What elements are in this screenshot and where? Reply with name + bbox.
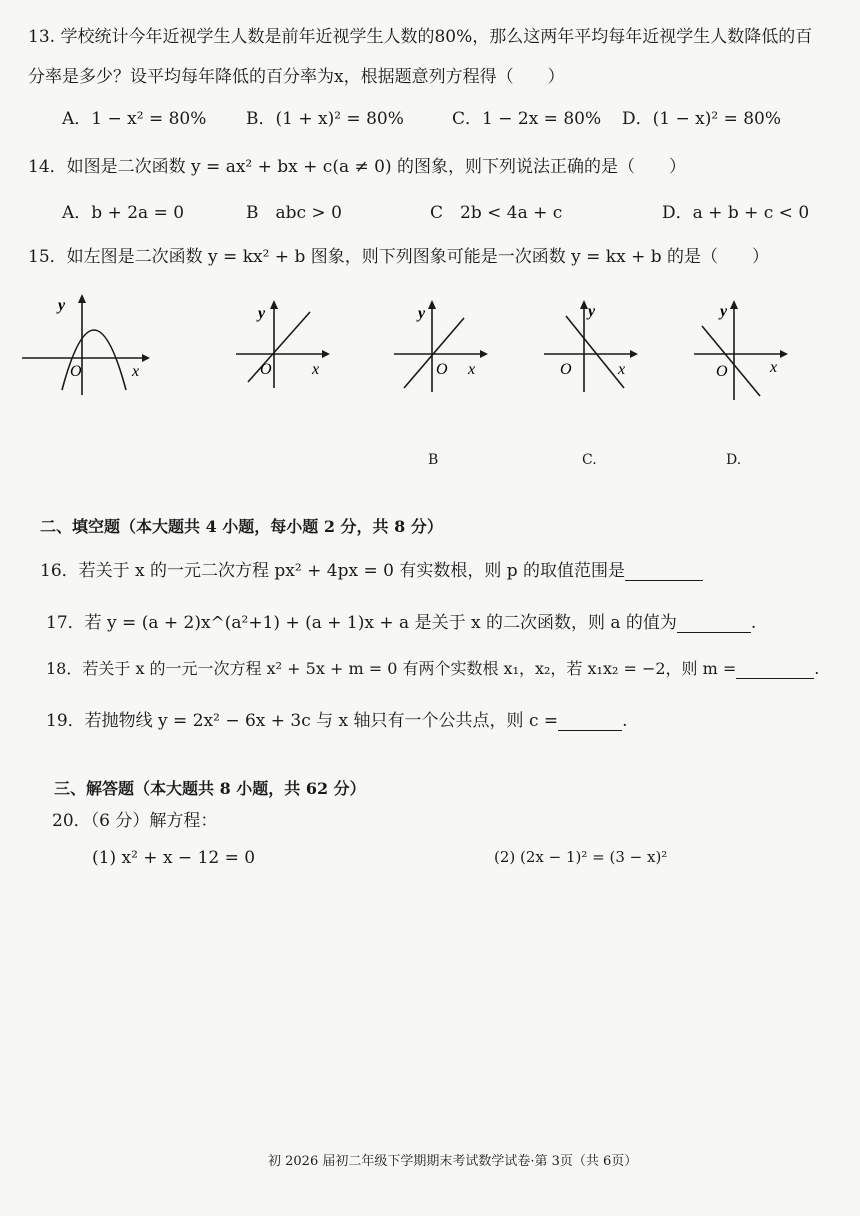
q19-answer-blank[interactable] (558, 730, 622, 731)
svg-text:O: O (716, 363, 728, 380)
q16-text: 16．若关于 x 的一元二次方程 px² + 4px = 0 有实数根，则 p 的取值范围是 (40, 561, 626, 581)
q13-line2: 分率是多少？设平均每年降低的百分率为x，根据题意列方程得（ ） (28, 67, 565, 87)
q16 (40, 556, 703, 581)
q14-option-d: D．a + b + c < 0 (662, 203, 810, 223)
figure-label-c: C. (582, 452, 597, 468)
q19: 19．若抛物线 y = 2x² − 6x + 3c 与 x 轴只有一个公共点，则 c = . (46, 711, 628, 731)
q16-answer-blank[interactable] (625, 580, 703, 581)
section2-title: 二、填空题（本大题共 4 小题，每小题 2 分，共 8 分） (40, 517, 443, 536)
figure-option-d (690, 296, 800, 406)
figure-option-c (538, 296, 648, 396)
q19-text: 19．若抛物线 y = 2x² − 6x + 3c 与 x 轴只有一个公共点，则 c = (46, 711, 559, 731)
q17: 17．若 y = (a + 2)x^(a²+1) + (a + 1)x + a 是关于 x 的二次函数，则 a 的值为 . (46, 613, 757, 633)
axis-y-label: y (58, 297, 66, 314)
q14-stem: 14．如图是二次函数 y = ax² + bx + c(a ≠ 0) 的图象，则下列说法正确的是（ ） (28, 157, 686, 177)
q20-part1: (1) x² + x − 12 = 0 (92, 848, 256, 868)
q18: 18．若关于 x 的一元一次方程 x² + 5x + m = 0 有两个实数根 x₁，x₂，若 x₁x₂ = −2，则 m = . (46, 659, 820, 678)
svg-text:y: y (588, 303, 596, 320)
figure-label-b: B (428, 452, 439, 468)
q13-option-a: A．1 − x² = 80% (62, 109, 207, 129)
svg-text:x: x (770, 359, 778, 376)
page-footer: 初 2026 届初二年级下学期期末考试数学试卷·第 3页（共 6页） (268, 1154, 638, 1169)
svg-text:y: y (258, 305, 266, 322)
q18-text: 18．若关于 x 的一元一次方程 x² + 5x + m = 0 有两个实数根 x₁，x₂，若 x₁x₂ = −2，则 m = (46, 659, 737, 678)
section3-title: 三、解答题（本大题共 8 小题，共 62 分） (54, 779, 366, 798)
figure-option-a (230, 296, 340, 396)
svg-text:y: y (720, 303, 728, 320)
parabola-figure (18, 290, 158, 400)
q20-part2: (2) (2x − 1)² = (3 − x)² (494, 848, 668, 866)
svg-text:O: O (560, 361, 572, 378)
figure-option-b (388, 296, 498, 396)
q14-option-a: A．b + 2a = 0 (62, 203, 185, 223)
svg-text:O: O (260, 361, 272, 378)
figure-label-d: D. (726, 452, 742, 468)
q13-option-b: B．(1 + x)² = 80% (246, 109, 404, 129)
svg-text:O: O (436, 361, 448, 378)
q17-text: 17．若 y = (a + 2)x^(a²+1) + (a + 1)x + a 是关于 x 的二次函数，则 a 的值为 (46, 613, 677, 633)
svg-text:x: x (618, 361, 626, 378)
svg-text:x: x (312, 361, 320, 378)
q18-answer-blank[interactable] (736, 678, 814, 679)
q17-answer-blank[interactable] (677, 632, 751, 633)
q13-line1: 13. 学校统计今年近视学生人数是前年近视学生人数的80%，那么这两年平均每年近视学生人数降低的百 (28, 27, 813, 47)
axis-x-label: x (132, 363, 140, 380)
q13-option-c: C．1 − 2x = 80% (452, 109, 602, 129)
origin-label: O (70, 363, 82, 380)
q15-stem: 15．如左图是二次函数 y = kx² + b 图象，则下列图象可能是一次函数 y = kx + b 的是（ ） (28, 247, 770, 267)
q20-stem: 20．（6 分）解方程： (52, 811, 218, 831)
q14-option-b: B abc > 0 (246, 203, 342, 223)
svg-text:x: x (468, 361, 476, 378)
svg-text:y: y (418, 305, 426, 322)
q14-option-c: C 2b < 4a + c (430, 203, 563, 223)
q13-option-d: D．(1 − x)² = 80% (622, 109, 782, 129)
